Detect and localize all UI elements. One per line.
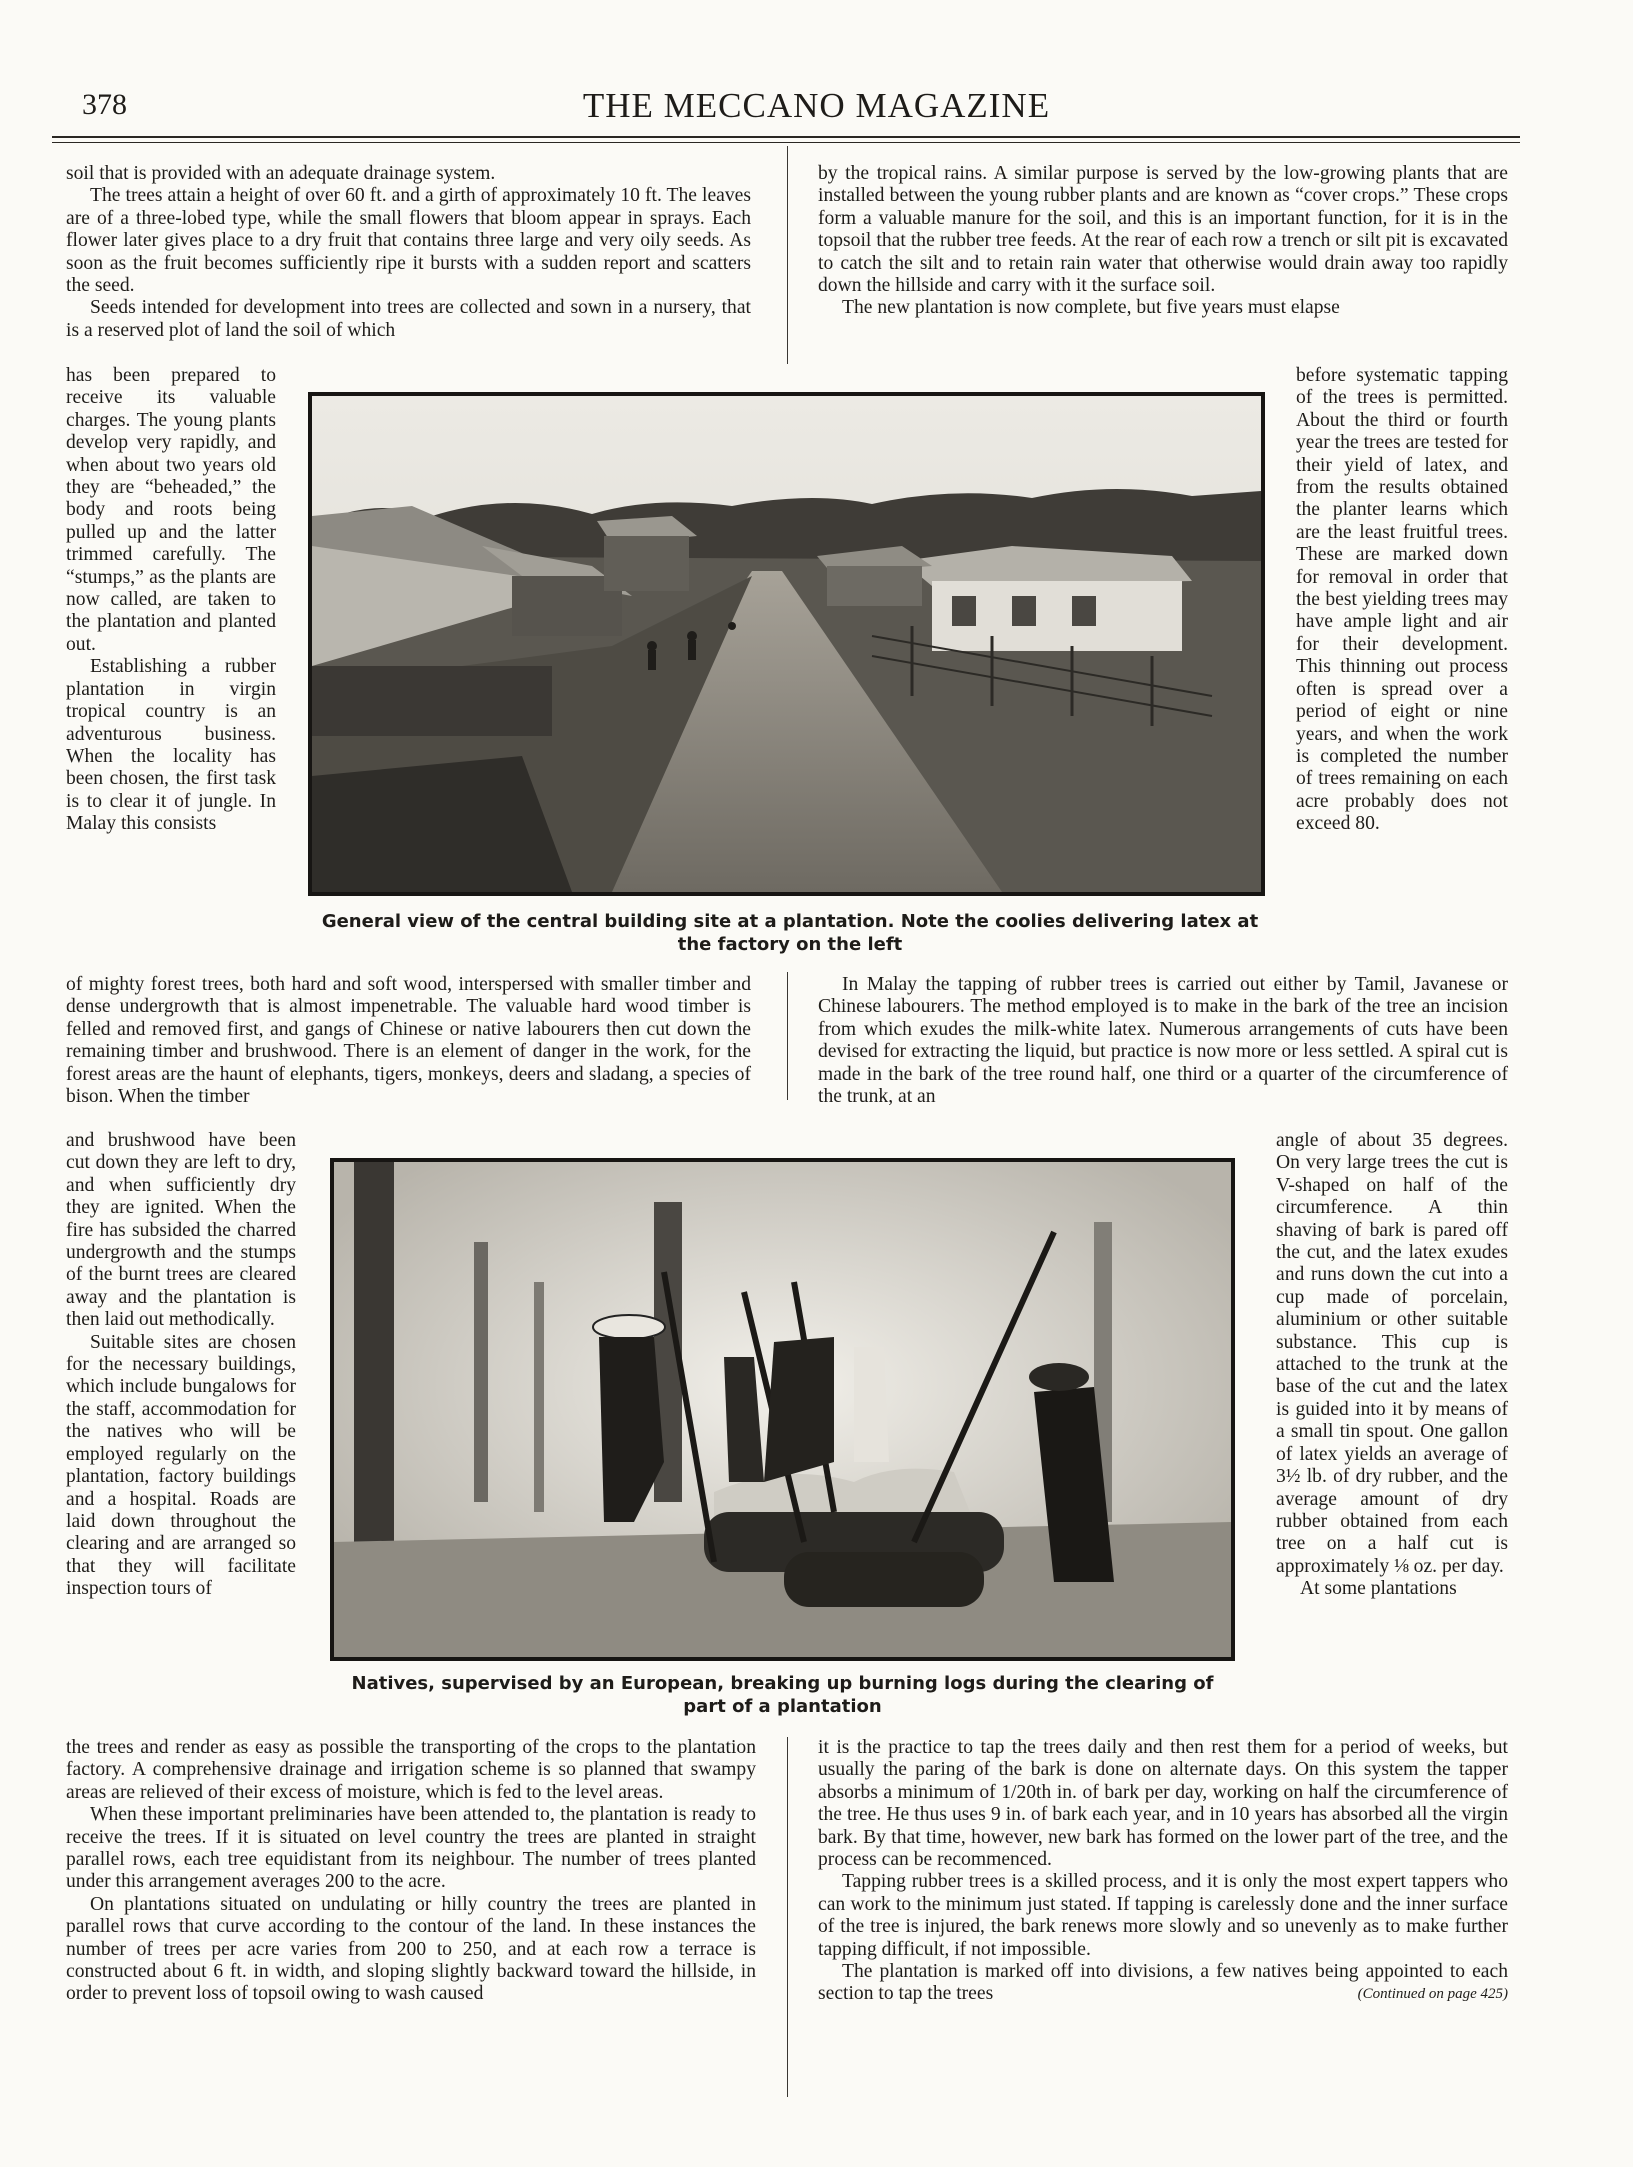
paragraph: the trees and render as easy as possible the transporting of the crops to the plantation factory. A comprehensive drainage and irrigation scheme is so planned that swampy areas are relieved of their excess of moisture, which is fed to the level areas. xyxy=(66,1737,756,1803)
burning-logs-scene-illustration xyxy=(334,1162,1231,1657)
paragraph: Establishing a rubber plantation in virgin tropical country is an adventurous business. When the locality has been chosen, the first task is to clear it of jungle. In Malay this consists xyxy=(66,656,276,835)
right-column-bottom xyxy=(818,1737,1508,2006)
right-column-narrow-lower xyxy=(1276,1130,1508,1601)
magazine-title: THE MECCANO MAGAZINE xyxy=(582,86,1051,125)
photo-plantation-building-site xyxy=(308,392,1265,896)
right-column-middle xyxy=(818,974,1508,1108)
paragraph: Seeds intended for development into trees are collected and sown in a nursery, that is a reserved plot of land the soil of which xyxy=(66,297,751,341)
paragraph: soil that is provided with an adequate drainage system. xyxy=(66,163,496,184)
paragraph: before systematic tapping of the trees is permitted. About the third or fourth year the trees are tested for their yield of latex, and from the results obtained the planter learns which are the least fruitful trees. These are marked down for removal in order that the best yielding trees may have ample light and air for their development. This thinning out process often is spread over a period of eight or nine years, and when the work is completed the number of trees remaining on each acre probably does not exceed 80. xyxy=(1296,365,1508,835)
column-rule-middle xyxy=(787,972,788,1100)
bottom-photo-caption: Natives, supervised by an European, breaking up burning logs during the clearing of part of a plantation xyxy=(351,1673,1214,1717)
paragraph: angle of about 35 degrees. On very large trees the cut is V-shaped on half of the circumference. A thin shaving of bark is pared off the cut, and the latex exudes and runs down the cut into a cup made of porcelain, aluminium or other suitable substance. This cup is attached to the trunk at the base of the cut and the latex is guided into it by means of a small tin spout. One gallon of latex yields an average of 3½ lb. of dry rubber, and the average amount of dry rubber obtained from each tree on a half cut is approximately ⅛ oz. per day. xyxy=(1276,1130,1508,1577)
page-number: 378 xyxy=(82,88,127,121)
continued-note: (Continued on page 425) xyxy=(1357,1986,1508,2003)
left-column-top xyxy=(66,163,751,342)
column-rule-bottom xyxy=(787,1737,788,2097)
left-column-narrow-upper xyxy=(66,365,276,836)
paragraph: by the tropical rains. A similar purpose is served by the low-growing plants that are installed between the young rubber plants and are known as “cover crops.” These crops form a valuable manure for the soil, and this is an important function, for it is in the topsoil that the rubber tree feeds. At the rear of each row a trench or silt pit is excavated to catch the silt and to retain rain water that otherwise would drain away too rapidly down the hillside and carry with it the surface soil. xyxy=(818,163,1508,297)
paragraph: The new plantation is now complete, but five years must elapse xyxy=(842,297,1340,319)
top-photo-caption: General view of the central building site at a plantation. Note the coolies delivering latex at the factory on the left xyxy=(321,911,1259,955)
column-rule-top xyxy=(787,146,788,364)
photo-burning-logs xyxy=(330,1158,1235,1661)
left-column-bottom xyxy=(66,1737,756,2006)
paragraph: and brushwood have been cut down they are left to dry, and when sufficiently dry they are ignited. When the fire has subsided the charred undergrowth and the stumps of the burnt trees are cleared away and the plantation is then laid out methodically. xyxy=(66,1130,296,1331)
paragraph-text: The plantation is marked off into divisions, a few natives being appointed to each section to tap the trees xyxy=(818,1961,1508,2005)
paragraph: it is the practice to tap the trees daily and then rest them for a period of weeks, but usually the paring of the bark is done on alternate days. On this system the tapper absorbs a minimum of 1/20th in. of bark per day, working on half the circumference of the tree. He thus uses 9 in. of bark each year, and in 10 years has absorbed all the virgin bark. By that time, however, new bark has formed on the lower part of the tree, and the process can be recommenced. xyxy=(818,1737,1508,1871)
header-rule xyxy=(52,136,1520,138)
left-column-narrow-lower xyxy=(66,1130,296,1601)
right-column-top xyxy=(818,163,1508,320)
paragraph: At some plantations xyxy=(1300,1578,1457,1600)
plantation-scene-illustration xyxy=(312,396,1261,892)
header-rule-thin xyxy=(52,142,1520,143)
paragraph: Tapping rubber trees is a skilled process, and it is only the most expert tappers who can work to the minimum just stated. If tapping is carelessly done and the inner surface of the tree is injured, the bark renews more slowly and so unevenly as to make further tapping difficult, if not impossible. xyxy=(818,1871,1508,1960)
paragraph: Suitable sites are chosen for the necessary buildings, which include bungalows for the staff, accommodation for the natives who will be employed regularly on the plantation, factory buildings and a hospital. Roads are laid down throughout the clearing and are arranged so that they will facilitate inspection tours of xyxy=(66,1331,296,1600)
paragraph: of mighty forest trees, both hard and soft wood, interspersed with smaller timber and dense undergrowth that is almost impenetrable. The valuable hard wood timber is felled and removed first, and gangs of Chinese or native labourers then cut down the remaining timber and brushwood. There is an element of danger in the work, for the forest areas are the haunt of elephants, tigers, monkeys, deers and sladang, a species of bison. When the timber xyxy=(66,974,751,1108)
paragraph: In Malay the tapping of rubber trees is carried out either by Tamil, Javanese or Chinese labourers. The method employed is to make in the bark of the tree an incision from which exudes the milk-white latex. Numerous arrangements of cuts have been devised for extracting the liquid, but practice is now more or less settled. A spiral cut is made in the bark of the tree round half, one third or a quarter of the circumference of the trunk, at an xyxy=(818,974,1508,1108)
left-column-middle xyxy=(66,974,751,1108)
paragraph: The trees attain a height of over 60 ft. and a girth of approximately 10 ft. The leaves are of a three-lobed type, while the small flowers that bloom appear in sprays. Each flower later gives place to a dry fruit that contains three large and very oily seeds. As soon as the fruit becomes sufficiently ripe it bursts with a sudden report and scatters the seed. xyxy=(66,185,751,297)
paragraph: When these important preliminaries have been attended to, the plantation is ready to receive the trees. If it is situated on level country the trees are planted in straight parallel rows, each tree equidistant from its neighbour. The number of trees planted under this arrangement averages 200 to the acre. xyxy=(66,1804,756,1893)
paragraph xyxy=(818,1961,1508,2006)
paragraph: has been prepared to receive its valuable charges. The young plants develop very rapidly, and when about two years old they are “beheaded,” the body and roots being pulled up and the latter trimmed carefully. The “stumps,” as the plants are now called, are taken to the plantation and planted out. xyxy=(66,365,276,655)
right-column-narrow-upper xyxy=(1296,365,1508,836)
paragraph: On plantations situated on undulating or hilly country the trees are planted in parallel rows that curve according to the contour of the land. In these instances the number of trees per acre varies from 200 to 250, and at each row a terrace is constructed about 6 ft. in width, and sloping slightly backward toward the hillside, in order to prevent loss of topsoil owing to wash caused xyxy=(66,1893,756,2005)
